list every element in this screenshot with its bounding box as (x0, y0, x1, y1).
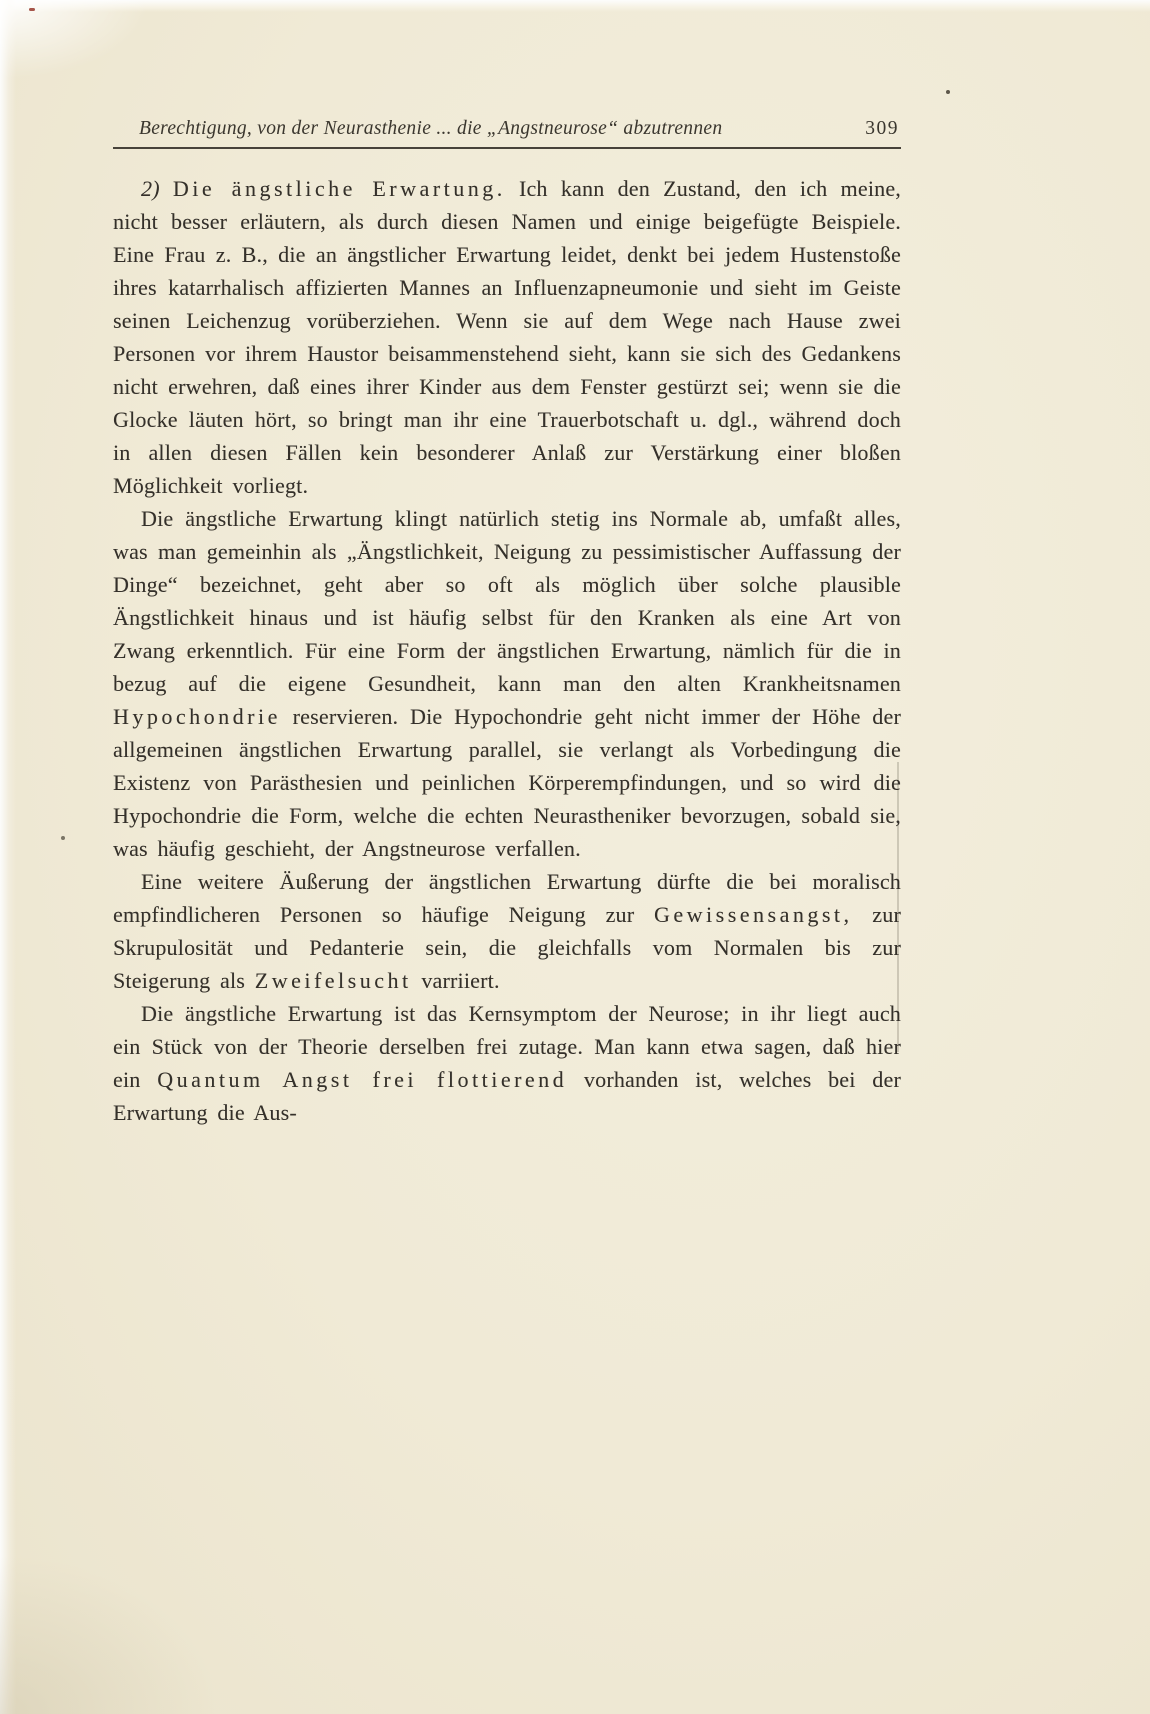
scan-speck (946, 90, 950, 94)
paragraph (113, 172, 901, 502)
paragraph-text: Die ängstliche Erwartung ist das Kernsymptom der Neurose; in ihr liegt auch ein Stück von der Theorie derselben frei zutage. Man kann etwa sagen, daß hier ein (113, 1001, 901, 1092)
paragraph-text: reservieren. Die Hypochondrie geht nicht immer der Höhe der allgemeinen ängstlichen Erwartung parallel, sie verlangt als Vorbedingung die Existenz von Parästhesien und peinlichen Körperempfindungen, und so wird die Hypochondrie die Form, welche die echten Neurastheniker bevorzugen, sobald sie, was häufig geschieht, der Angstneurose verfallen. (113, 704, 901, 861)
paragraph-text: zur Skrupulosität und Pedanterie sein, die gleichfalls vom Normalen bis zur Steigerung als (113, 902, 901, 993)
scan-corner-highlight (0, 0, 150, 80)
paragraph-text: Die ängstliche Erwartung klingt natürlich stetig ins Normale ab, umfaßt alles, was man gemeinhin als „Ängstlichkeit, Neigung zu pessimistischer Auffassung der Dinge“ bezeichnet, geht aber so oft als möglich über solche plausible Ängstlichkeit hinaus und ist häufig selbst für den Kranken als eine Art von Zwang erkenntlich. Für eine Form der ängstlichen Erwartung, nämlich für die in bezug auf die eigene Gesundheit, kann man den alten Krankheitsnamen (113, 506, 901, 696)
scan-edge-left (0, 0, 16, 1714)
text-block (113, 118, 901, 1129)
paragraph-text: vorhanden ist, welches bei der Erwartung die Aus- (113, 1067, 901, 1125)
paragraph (113, 997, 901, 1129)
paragraph (113, 865, 901, 997)
paragraph-text-emphasized: Quantum Angst frei flottierend (157, 1067, 568, 1092)
paragraph (113, 502, 901, 865)
page-body (113, 172, 901, 1129)
paragraph-text-emphasized: Zweifelsucht (254, 968, 412, 993)
paragraph-text: Eine weitere Äußerung der ängstlichen Erwartung dürfte die bei moralisch empfindlicheren Personen so häufige Neigung zur (113, 869, 901, 927)
paragraph-text-emphasized: Hypochondrie (113, 704, 281, 729)
paragraph-text-emphasized: Die ängstliche Erwartung. (172, 176, 506, 201)
paragraph-enumeration: 2) (141, 176, 173, 201)
paragraph-text-emphasized: Gewissensangst, (654, 902, 853, 927)
page-number: 309 (865, 118, 899, 139)
scan-speck (29, 8, 35, 11)
scan-corner-shadow (0, 1554, 220, 1714)
scan-edge-top (0, 0, 1150, 12)
paragraph-text: varriiert. (421, 968, 500, 993)
paragraph-text: Ich kann den Zustand, den ich meine, nicht besser erläutern, als durch diesen Namen und einige beigefügte Beispiele. Eine Frau z. B., die an ängstlicher Erwartung leidet, denkt bei jedem Hustenstoße ihres katarrhalisch affizierten Mannes an Influenzapneumonie und sieht im Geiste seinen Leichenzug vorüberziehen. Wenn sie auf dem Wege nach Hause zwei Personen vor ihrem Haustor beisammenstehend sieht, kann sie sich des Gedankens nicht erwehren, daß eines ihrer Kinder aus dem Fenster gestürzt sei; wenn sie die Glocke läuten hört, so bringt man ihr eine Trauerbotschaft u. dgl., während doch in allen diesen Fällen kein besonderer Anlaß zur Verstärkung einer bloßen Möglichkeit vorliegt. (113, 176, 902, 498)
scan-speck (61, 836, 65, 840)
running-head-title: Berechtigung, von der Neurasthenie ... die „Angstneurose“ abzutrennen (139, 118, 723, 139)
running-head (113, 118, 901, 149)
